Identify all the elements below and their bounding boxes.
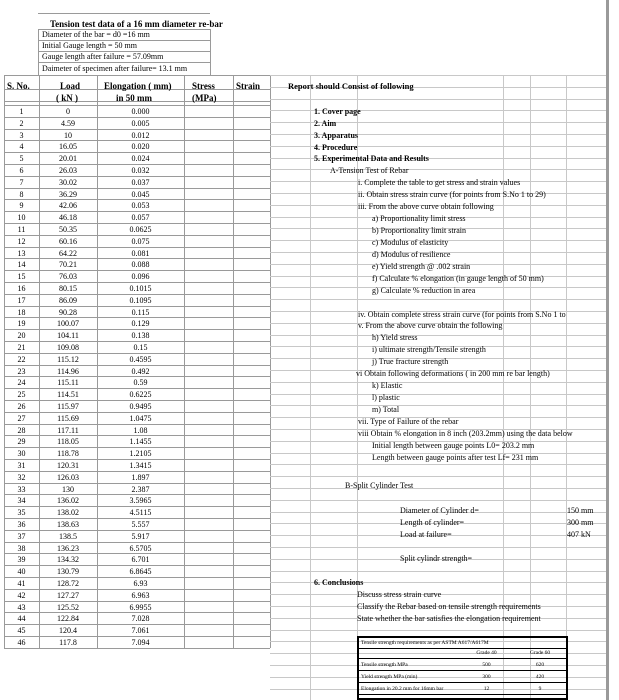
row-load: 0 [66,107,70,116]
row-sno: 7 [19,177,24,187]
task-vii: vii. Type of Failure of the rebar [358,417,459,426]
grid-row-line [38,13,210,14]
row-sno: 32 [17,472,26,482]
row-load: 120.31 [57,461,79,470]
astm-cell: 420 [535,674,545,680]
row-elongation: 6.963 [131,590,150,600]
report-item: 2. Aim [314,119,337,128]
split-strength-label: Split cylindr strength= [400,554,473,563]
row-elongation: 0.138 [131,331,150,341]
task-iv: iv. Obtain complete stress strain curve (for points from S.No 1 to [358,310,566,319]
astm-cell: 500 [482,662,491,668]
row-sno: 29 [17,437,26,447]
row-sno: 35 [17,508,26,518]
astm-row [359,672,566,683]
row-elongation: 5.557 [131,520,150,529]
task-iii-sub: e) Yield strength @ .002 strain [372,262,471,271]
row-load: 122.84 [57,614,79,624]
row-sno: 40 [17,567,26,577]
row-elongation: 0.0625 [129,225,152,234]
task-iii-sub: c) Modulus of elasticity [372,238,449,247]
row-elongation: 7.061 [131,626,150,636]
task-v: v. From the above curve obtain the following [358,321,503,330]
row-sno: 36 [17,520,26,529]
row-sno: 19 [17,319,26,329]
sheet-col-line [310,75,311,700]
row-load: 42.06 [59,201,77,211]
row-sno: 6 [19,166,24,175]
row-load: 109.08 [57,343,79,352]
row-load: 16.05 [59,142,77,152]
report-item: 3. Apparatus [314,131,359,140]
row-load: 30.02 [59,177,77,187]
row-sno: 39 [17,555,26,565]
astm-cell: 620 [535,662,545,668]
row-sno: 43 [17,602,26,612]
page-edge-bar [606,0,609,700]
report-item: 4. Procedure [314,143,358,152]
row-elongation: 0.096 [131,272,150,282]
row-sno: 26 [17,402,26,411]
task-iii-sub: f) Calculate % elongation (in gauge length of 50 mm) [372,274,544,283]
table-title: Tension test data of a 16 mm diameter re-bar [50,19,223,29]
row-load: 134.32 [57,555,79,565]
row-elongation: 0.15 [133,343,148,352]
row-sno: 22 [17,354,26,364]
row-sno: 41 [17,579,26,588]
row-elongation: 1.897 [131,472,150,482]
row-load: 46.18 [59,213,77,223]
row-load: 115.97 [57,402,79,411]
row-elongation: 6.8645 [129,567,152,577]
row-load: 120.4 [59,626,77,636]
row-sno: 13 [17,248,26,258]
conclusion-item: Classify the Rebar based on tensile strength requirements [357,602,541,611]
row-elongation: 0.129 [131,319,150,329]
row-load: 104.11 [57,331,79,341]
task-i: i. Complete the table to get stress and strain values [358,178,521,187]
report-item: 1. Cover page [314,107,361,116]
row-load: 115.12 [57,354,79,364]
grid-col-line [233,75,234,648]
row-elongation: 0.081 [131,248,150,258]
row-sno: 11 [17,225,26,234]
info-line: Initial Gauge length = 50 mm [42,41,137,50]
sheet-row-line [270,99,606,100]
row-load: 136.02 [57,496,79,506]
row-elongation: 0.024 [131,154,150,164]
row-sno: 8 [19,189,24,199]
grid-col-line [270,75,271,648]
row-sno: 27 [17,413,26,423]
row-sno: 25 [17,390,26,400]
row-elongation: 4.5115 [129,508,152,518]
row-load: 60.16 [59,236,77,246]
row-sno: 16 [17,284,26,293]
conclusion-item: Discuss stress strain curve [357,590,442,599]
row-sno: 12 [17,236,26,246]
row-elongation: 6.93 [133,579,148,588]
row-elongation: 7.094 [131,638,150,647]
section-b-title: B-Split Cylinder Test [345,481,414,490]
task-vi-sub: k) Elastic [372,381,403,390]
sheet-row-line [270,464,606,465]
sheet-row-line [270,335,606,336]
split-cylinder-label: Diameter of Cylinder d= [400,506,479,515]
row-load: 125.52 [57,602,79,612]
row-elongation: 0.020 [131,142,150,152]
row-elongation: 0.045 [131,189,150,199]
row-load: 36.29 [59,189,77,199]
sheet-row-line [270,169,606,170]
row-load: 136.23 [57,543,79,553]
task-iii-sub: d) Modulus of resilience [372,250,451,259]
info-line: Daimeter of specimen after failure= 13.1 mm [42,64,188,73]
row-elongation: 0.075 [131,236,150,246]
row-load: 86.09 [59,295,77,305]
astm-cell: Grade 60 [529,650,551,656]
row-sno: 1 [19,107,24,116]
row-sno: 30 [17,449,26,459]
row-elongation: 6.5705 [129,543,152,553]
row-elongation: 0.1015 [129,284,152,293]
row-load: 80.15 [59,284,77,293]
row-elongation: 1.0475 [129,413,152,423]
report-item: 5. Experimental Data and Results [314,154,429,163]
row-load: 118.78 [57,449,79,459]
row-load: 100.07 [57,319,79,329]
sheet-row-line [270,488,606,489]
row-load: 138.02 [57,508,79,518]
row-sno: 14 [17,260,26,270]
sheet-row-line [270,476,606,477]
sheet-row-line [270,299,606,300]
task-viii-sub: Initial length between gauge points L0= 203.2 mm [372,441,535,450]
col-elong-unit: in 50 mm [116,93,152,103]
row-sno: 15 [17,272,26,282]
split-cylinder-value: 150 mm [567,506,594,515]
row-elongation: 0.59 [133,378,148,388]
row-sno: 24 [17,378,26,388]
sheet-row-line [270,547,606,548]
col-sno: S. No. [7,81,30,91]
row-sno: 2 [19,118,24,128]
row-sno: 21 [17,343,26,352]
row-load: 117.11 [57,425,79,435]
row-load: 114.96 [57,366,79,376]
row-elongation: 0.115 [131,307,150,317]
row-sno: 38 [17,543,26,553]
task-v-sub: i) ultimate strength/Tensile strength [372,345,486,354]
row-load: 10 [64,130,72,140]
row-elongation: 0.1095 [129,295,152,305]
astm-cell: Tensile strength MPa [361,662,408,668]
task-iii-sub: a) Proportionality limit stress [372,214,466,223]
task-iii-sub: b) Proportionality limit strain [372,226,466,235]
col-strain: Strain [236,81,261,91]
row-load: 4.59 [61,118,75,128]
col-stress: Stress [192,81,215,91]
astm-row [359,648,566,659]
row-load: 114.51 [57,390,79,400]
split-cylinder-label: Length of cylinder= [400,518,465,527]
col-load-unit: ( kN ) [56,93,78,103]
row-sno: 37 [17,531,26,541]
row-sno: 33 [17,484,26,494]
astm-row [359,660,566,671]
row-sno: 34 [17,496,26,506]
sheet-row-line [270,382,606,383]
info-line: Diameter of the bar = d0 =16 mm [42,30,150,39]
row-elongation: 0.053 [131,201,150,211]
astm-cell: 300 [482,674,491,680]
row-elongation: 0.037 [131,177,150,187]
row-elongation: 1.3415 [129,461,152,470]
task-v-sub: j) True fracture strength [372,357,449,366]
row-sno: 10 [17,213,26,223]
row-sno: 23 [17,366,26,376]
row-sno: 18 [17,307,26,317]
row-elongation: 0.492 [131,366,150,376]
task-v-sub: h) Yield stress [372,333,418,342]
row-load: 115.11 [57,378,79,388]
row-elongation: 1.2105 [129,449,152,459]
col-load: Load [60,81,81,91]
grid-col-line [184,75,185,648]
grid-row-line [38,62,210,63]
sheet-col-line [566,75,567,700]
conclusion-item: State whether the bar satisfies the elongation requirement [357,614,541,623]
row-elongation: 2.387 [131,484,150,494]
row-sno: 42 [17,590,26,600]
row-sno: 45 [17,626,26,636]
task-ii: ii. Obtain stress strain curve (for points from S.No 1 to 29) [358,190,546,199]
row-load: 127.27 [57,590,79,600]
row-load: 115.69 [57,413,79,423]
col-elong: Elongation ( mm) [104,81,172,91]
info-box-line [210,29,211,75]
split-cylinder-label: Load at failure= [400,530,452,539]
task-vi: vi Obtain following deformations ( in 200 mm re bar length) [356,369,550,378]
row-elongation: 0.6225 [129,390,152,400]
sheet-row-line [270,75,606,76]
row-sno: 4 [19,142,24,152]
astm-cell: 9 [538,686,542,692]
row-load: 26.03 [59,166,77,175]
task-vi-sub: l) plastic [372,393,400,402]
astm-title: Tensile strength requirements as per ASTM A617/A617M [359,638,566,649]
row-load: 76.03 [59,272,77,282]
row-elongation: 3.5965 [129,496,152,506]
task-vi-sub: m) Total [372,405,400,414]
row-sno: 9 [19,201,24,211]
row-elongation: 0.4595 [129,354,152,364]
row-load: 117.8 [59,638,77,647]
row-load: 118.05 [57,437,79,447]
conclusions-heading: 6. Conclusions [314,578,364,587]
row-load: 126.03 [57,472,79,482]
report-heading: Report should Consist of following [288,81,414,91]
sheet-row-line [270,405,606,406]
row-load: 90.28 [59,307,77,317]
row-elongation: 0.088 [131,260,150,270]
astm-cell: Elongation in 20.2 mm for 16mm bar [361,686,444,692]
row-load: 138.5 [59,531,77,541]
row-load: 130.79 [57,567,79,577]
col-stress-unit: (MPa) [192,93,217,103]
sheet-row-line [270,500,606,501]
astm-cell: Grade 40 [476,650,497,656]
row-elongation: 1.1455 [129,437,152,447]
row-elongation: 5.917 [131,531,150,541]
row-elongation: 6.9955 [129,602,152,612]
split-cylinder-value: 407 kN [567,530,591,539]
task-iii: iii. From the above curve obtain following [358,202,494,211]
row-elongation: 0.9495 [129,402,152,411]
sheet-row-line [270,571,606,572]
row-load: 20.01 [59,154,77,164]
row-elongation: 6.701 [131,555,150,565]
row-sno: 5 [19,154,24,164]
info-box-line [38,29,39,75]
grid-row-line [4,75,270,76]
astm-cell [361,648,459,658]
row-sno: 3 [19,130,24,140]
row-sno: 17 [17,295,26,305]
info-line: Gauge length after failure = 57.09mm [42,52,164,61]
row-sno: 44 [17,614,26,624]
row-load: 138.63 [57,520,79,529]
row-elongation: 0.057 [131,213,150,223]
astm-cell: Yield strength MPa (min) [361,674,418,680]
row-elongation: 0.012 [131,130,150,140]
task-viii: viii Obtain % elongation in 8 inch (203.2mm) using the data below [358,429,573,438]
row-elongation: 0.000 [131,107,150,116]
row-elongation: 0.032 [131,166,150,175]
astm-row [359,684,566,695]
row-sno: 31 [17,461,26,470]
row-load: 50.35 [59,225,77,234]
section-a-title: A-Tension Test of Rebar [330,166,409,175]
row-sno: 28 [17,425,26,435]
sheet-row-line [270,630,606,631]
astm-requirements-table [357,636,568,700]
row-elongation: 7.028 [131,614,150,624]
astm-cell: 12 [483,686,490,692]
row-load: 64.22 [59,248,77,258]
row-load: 130 [62,484,74,494]
row-load: 70.21 [59,260,77,270]
row-sno: 46 [17,638,26,647]
row-elongation: 0.005 [131,118,150,128]
task-viii-sub: Length between gauge points after test Lf= 231 mm [372,453,539,462]
task-iii-sub: g) Calculate % reduction in area [372,286,476,295]
row-load: 128.72 [57,579,79,588]
row-sno: 20 [17,331,26,341]
split-cylinder-value: 300 mm [567,518,594,527]
row-elongation: 1.08 [133,425,148,435]
sheet-row-line [270,394,606,395]
